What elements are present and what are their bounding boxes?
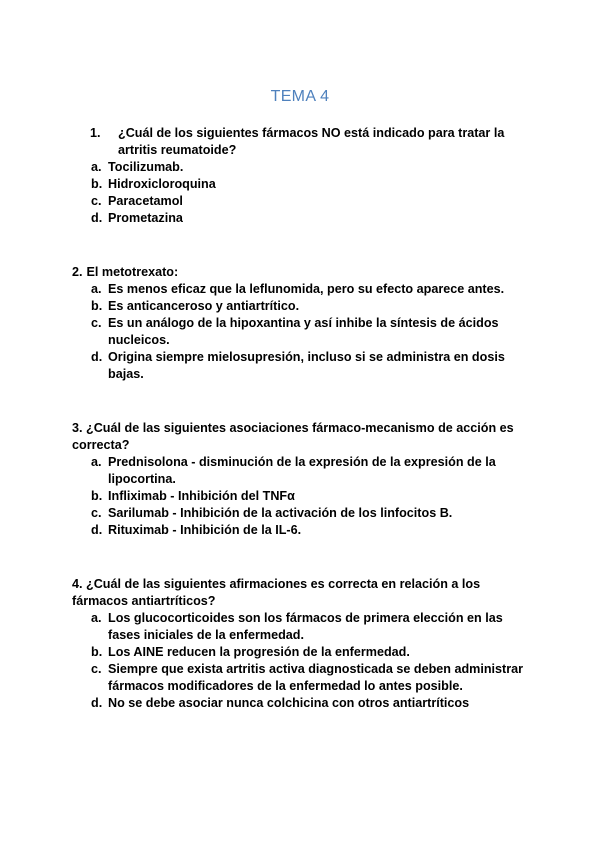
question-text <box>72 576 532 610</box>
option-letter: c. <box>91 316 102 330</box>
question-number: 2. <box>72 265 83 279</box>
question-number: 3. <box>72 421 83 435</box>
question-body: ¿Cuál de las siguientes asociaciones fármaco-mecanismo de acción es correcta? <box>72 421 514 452</box>
option-letter: c. <box>91 662 102 676</box>
option-d <box>72 210 532 227</box>
option-text: Origina siempre mielosupresión, incluso si se administra en dosis bajas. <box>108 350 505 381</box>
question-header <box>72 576 532 610</box>
option-letter: d. <box>91 696 103 710</box>
option-text: Rituximab - Inhibición de la IL-6. <box>108 523 302 537</box>
option-text: Hidroxicloroquina <box>108 177 216 191</box>
option-letter: b. <box>91 645 103 659</box>
question-header <box>72 420 532 454</box>
option-letter: a. <box>91 282 102 296</box>
question-4 <box>72 576 532 712</box>
option-d <box>72 349 532 383</box>
question-3 <box>72 420 532 539</box>
question-header <box>72 125 532 159</box>
option-letter: b. <box>91 489 103 503</box>
question-2 <box>72 264 532 383</box>
option-a <box>72 281 532 298</box>
option-a <box>72 610 532 644</box>
question-text: El metotrexato: <box>86 265 179 279</box>
option-letter: c. <box>91 506 102 520</box>
option-text: Es anticanceroso y antiartrítico. <box>108 299 300 313</box>
option-text: Paracetamol <box>108 194 183 208</box>
option-b <box>72 488 532 505</box>
option-letter: d. <box>91 350 103 364</box>
question-text <box>72 420 532 454</box>
option-letter: c. <box>91 194 102 208</box>
option-b <box>72 176 532 193</box>
options-list <box>72 281 532 383</box>
option-text: Es menos eficaz que la leflunomida, pero su efecto aparece antes. <box>108 282 505 296</box>
page-title: TEMA 4 <box>270 88 330 105</box>
option-text: Los glucocorticoides son los fármacos de primera elección en las fases iniciales de la enfermedad. <box>108 611 503 642</box>
option-text: Prometazina <box>108 211 183 225</box>
option-text: No se debe asociar nunca colchicina con otros antiartríticos <box>108 696 470 710</box>
option-b <box>72 298 532 315</box>
option-text: Tocilizumab. <box>108 160 184 174</box>
option-text: Los AINE reducen la progresión de la enfermedad. <box>108 645 410 659</box>
option-d <box>72 522 532 539</box>
option-a <box>72 159 532 176</box>
option-a <box>72 454 532 488</box>
options-list <box>72 454 532 539</box>
option-letter: a. <box>91 455 102 469</box>
question-body: ¿Cuál de las siguientes afirmaciones es correcta en relación a los fármacos antiartríticos? <box>72 577 481 608</box>
option-text: Siempre que exista artritis activa diagnosticada se deben administrar fármacos modificadores de la enfermedad lo antes posible. <box>108 662 524 693</box>
option-letter: a. <box>91 611 102 625</box>
option-text: Infliximab - Inhibición del TNFα <box>108 489 295 503</box>
option-letter: d. <box>91 211 103 225</box>
question-number: 1. <box>90 126 101 140</box>
question-header <box>72 264 532 281</box>
option-letter: b. <box>91 177 103 191</box>
question-number: 4. <box>72 577 83 591</box>
question-1 <box>72 125 532 227</box>
question-text: ¿Cuál de los siguientes fármacos NO está indicado para tratar la artritis reumatoide? <box>118 126 505 157</box>
options-list <box>72 610 532 712</box>
option-c <box>72 505 532 522</box>
option-c <box>72 315 532 349</box>
option-text: Sarilumab - Inhibición de la activación de los linfocitos B. <box>108 506 453 520</box>
option-d <box>72 695 532 712</box>
options-list <box>72 159 532 227</box>
option-text: Es un análogo de la hipoxantina y así inhibe la síntesis de ácidos nucleicos. <box>108 316 499 347</box>
option-letter: d. <box>91 523 103 537</box>
option-letter: b. <box>91 299 103 313</box>
option-c <box>72 193 532 210</box>
option-c <box>72 661 532 695</box>
option-b <box>72 644 532 661</box>
option-letter: a. <box>91 160 102 174</box>
option-text: Prednisolona - disminución de la expresión de la expresión de la lipocortina. <box>108 455 496 486</box>
